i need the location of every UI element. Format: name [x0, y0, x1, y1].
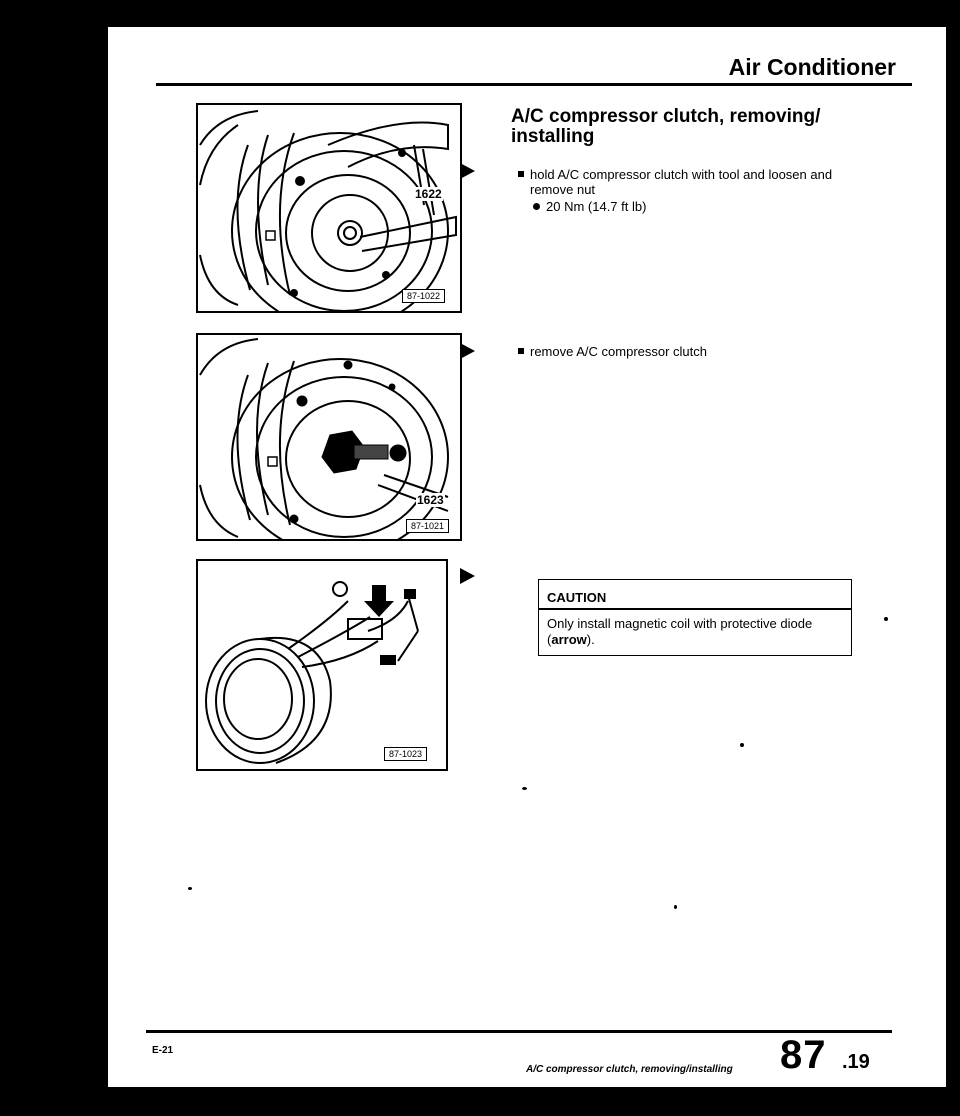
scan-speck: [884, 617, 888, 621]
figure-clutch-puller: [196, 333, 462, 541]
footer-code: E-21: [152, 1045, 174, 1056]
tool-number-label: 1623: [417, 493, 444, 507]
scan-speck: [674, 905, 677, 909]
figure-reference-label: 87-1022: [402, 289, 445, 303]
instruction-step: [530, 344, 860, 359]
tool-number-label: 1622: [415, 187, 442, 201]
figure-reference-label: 87-1021: [406, 519, 449, 533]
scan-speck: [522, 787, 527, 790]
page-number-major: 87: [780, 1033, 827, 1077]
header-rule: [156, 83, 912, 86]
square-bullet-icon: [518, 171, 524, 177]
section-title: A/C compressor clutch, removing/ installing: [511, 106, 821, 147]
manual-page: [108, 27, 946, 1087]
caution-text: [547, 616, 843, 648]
instruction-step: [530, 167, 860, 197]
step-text: hold A/C compressor clutch with tool and loosen and remove nut: [530, 167, 833, 197]
square-bullet-icon: [518, 348, 524, 354]
page-header-title: Air Conditioner: [728, 54, 896, 80]
caution-text-end: ).: [586, 632, 595, 647]
step-arrow-icon: [460, 568, 475, 584]
magnetic-coil-illustration: [198, 561, 446, 769]
round-bullet-icon: [533, 203, 540, 210]
figure-clutch-holding-tool: [196, 103, 462, 313]
caution-emphasis: arrow: [551, 632, 587, 647]
caution-divider: [539, 608, 851, 610]
caution-box: [538, 579, 852, 656]
step-arrow-icon: [460, 343, 475, 359]
figure-magnetic-coil: [196, 559, 448, 771]
step-arrow-icon: [460, 163, 475, 179]
torque-spec: [546, 199, 646, 214]
step-text: remove A/C compressor clutch: [530, 344, 708, 359]
clutch-holding-illustration: [198, 105, 460, 311]
footer-caption: A/C compressor clutch, removing/installing: [526, 1064, 733, 1075]
page-number-minor: .19: [842, 1051, 870, 1073]
clutch-puller-illustration: [198, 335, 460, 539]
figure-reference-label: 87-1023: [384, 747, 427, 761]
scan-speck: [740, 743, 744, 747]
scan-speck: [188, 887, 192, 890]
caution-title: CAUTION: [547, 590, 607, 605]
torque-value: 20 Nm (14.7 ft lb): [546, 199, 647, 214]
caution-text-start: Only install magnetic coil with protective diode (: [547, 616, 813, 647]
